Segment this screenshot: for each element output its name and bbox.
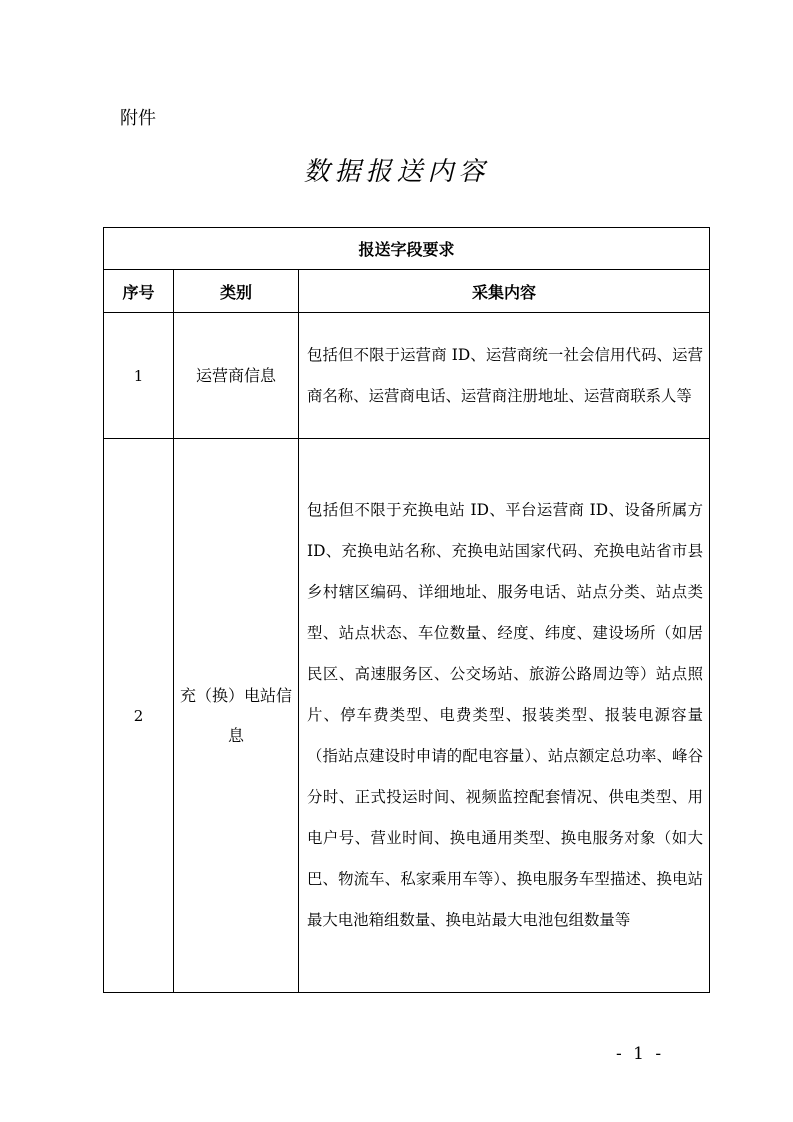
data-table — [103, 227, 710, 993]
table-caption-row — [104, 228, 710, 270]
document-title: 数据报送内容 — [303, 157, 490, 187]
row-content: 包括但不限于充换电站 ID、平台运营商 ID、设备所属方 ID、充换电站名称、充换电站国家代码、充换电站省市县乡村辖区编码、详细地址、服务电话、站点分类、站点类型、站点状态、车位数量、经度、纬度、建设场所（如居民区、高速服务区、公交场站、旅游公路周边等）站点照片、停车费类型、电费类型、报装类型、报装电源容量（指站点建设时申请的配电容量）、站点额定总功率、峰谷分时、正式投运时间、视频监控配套情况、供电类型、用电户号、营业时间、换电通用类型、换电服务对象（如大巴、物流车、私家乘用车等）、换电服务车型描述、换电站最大电池箱组数量、换电站最大电池包组数量等 — [299, 439, 710, 993]
row-category: 运营商信息 — [174, 313, 299, 439]
row-content: 包括但不限于运营商 ID、运营商统一社会信用代码、运营商名称、运营商电话、运营商注册地址、运营商联系人等 — [299, 313, 710, 439]
attachment-label: 附件 — [120, 108, 156, 129]
row-category: 充（换）电站信息 — [174, 439, 299, 993]
header-content: 采集内容 — [299, 270, 710, 313]
header-index: 序号 — [104, 270, 174, 313]
table-header-row — [104, 270, 710, 313]
page-number: - 1 - — [616, 1044, 665, 1064]
table-row — [104, 439, 710, 993]
row-index: 2 — [104, 439, 174, 993]
table-row — [104, 313, 710, 439]
header-category: 类别 — [174, 270, 299, 313]
table-caption: 报送字段要求 — [104, 228, 710, 270]
row-index: 1 — [104, 313, 174, 439]
